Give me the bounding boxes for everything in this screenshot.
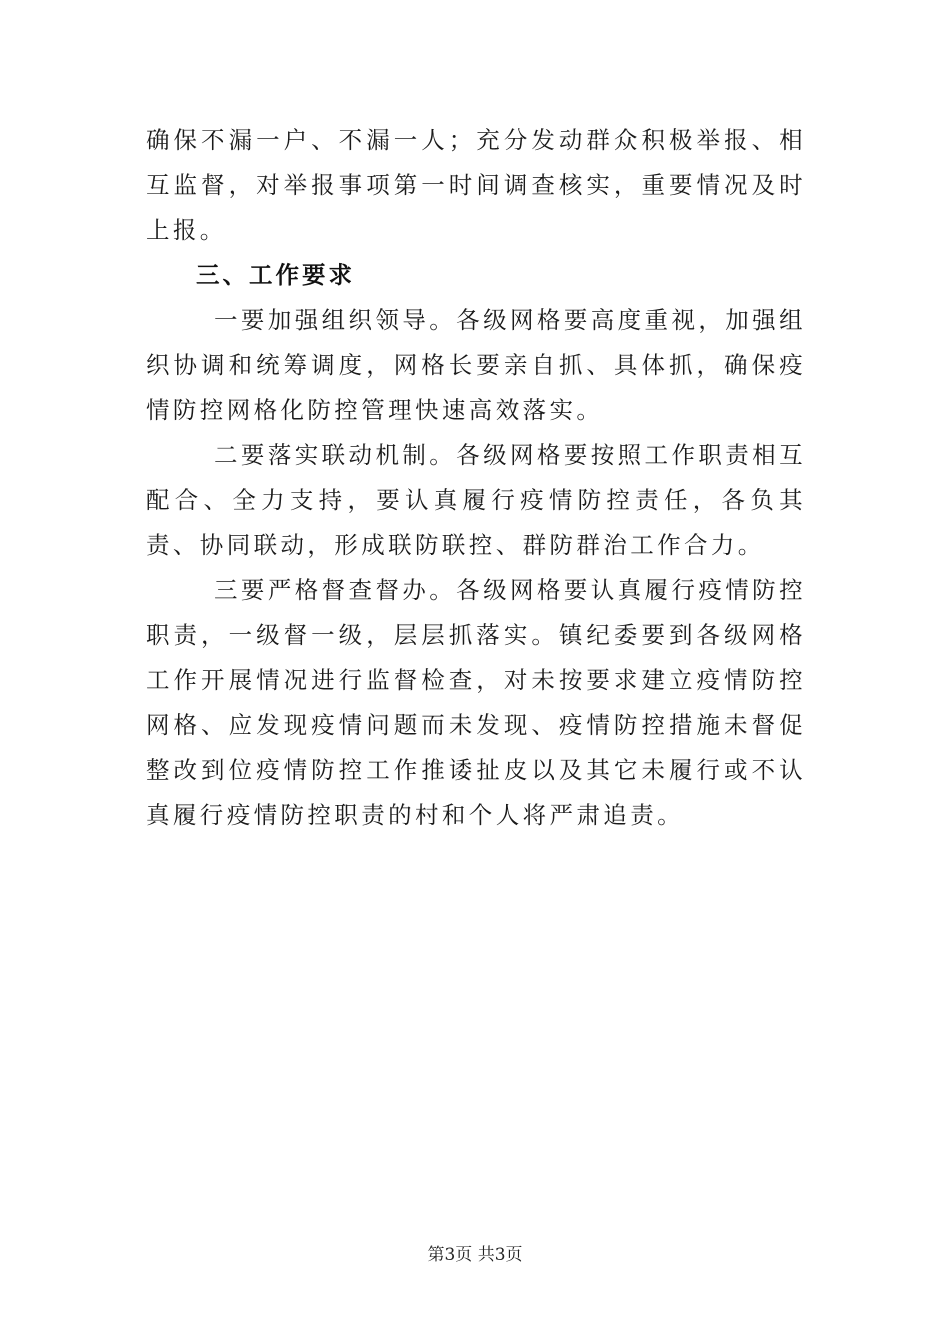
requirement-paragraph-3: 三要严格督查督办。各级网格要认真履行疫情防控职责，一级督一级，层层抓落实。镇纪委要到各级网格工作开展情况进行监督检查，对未按要求建立疫情防控网格、应发现疫情问题而未发现、疫情防控措施未督促整改到位疫情防控工作推诿扯皮以及其它未履行或不认真履行疫情防控职责的村和个人将严肃追责。	[146, 576, 806, 829]
section-heading: 三、工作要求	[196, 261, 355, 289]
requirement-paragraph-2: 二要落实联动机制。各级网格要按照工作职责相互配合、全力支持，要认真履行疫情防控责任，各负其责、协同联动，形成联防联控、群防群治工作合力。	[146, 441, 806, 559]
continuation-paragraph: 确保不漏一户、不漏一人；充分发动群众积极举报、相互监督，对举报事项第一时间调查核实，重要情况及时上报。	[146, 126, 806, 244]
page-number-footer: 第3页 共3页	[427, 1245, 523, 1265]
document-body	[146, 118, 806, 838]
requirement-paragraph-1: 一要加强组织领导。各级网格要高度重视，加强组织协调和统筹调度，网格长要亲自抓、具体抓，确保疫情防控网格化防控管理快速高效落实。	[146, 306, 806, 424]
